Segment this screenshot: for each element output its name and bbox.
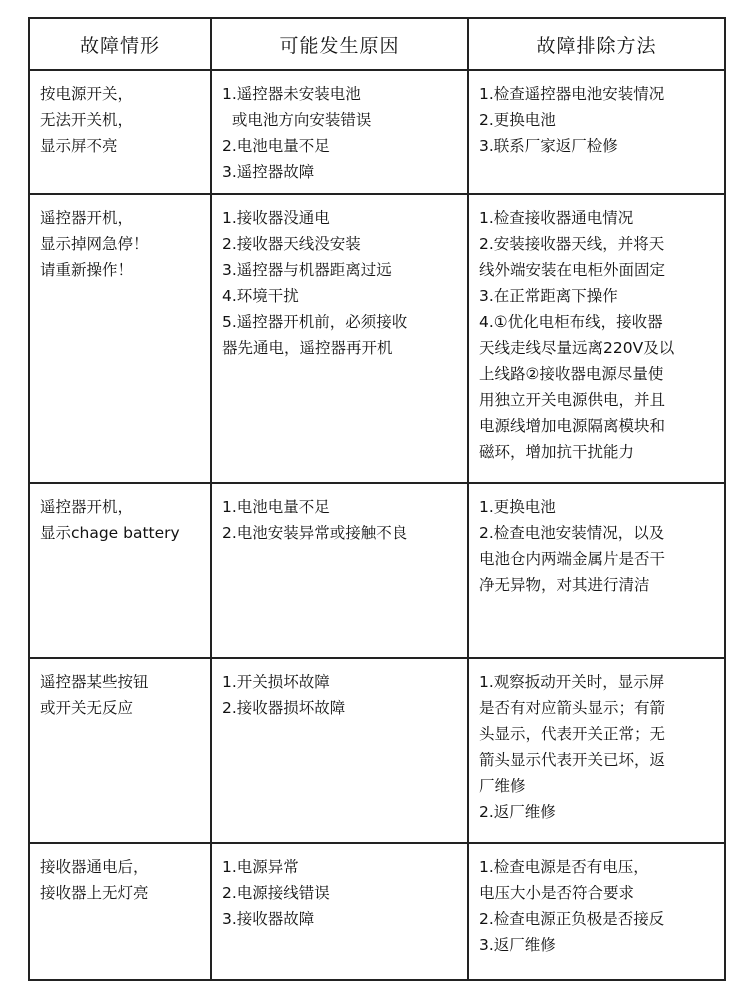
symptom-cell [29, 70, 211, 194]
symptom-cell [29, 658, 211, 843]
cell-line: 2.检查电池安装情况，以及 [479, 524, 665, 542]
cell-line: 1.电池电量不足 [222, 498, 330, 516]
cell-line: 4.①优化电柜布线，接收器 [479, 313, 663, 331]
cell-line: 2.安装接收器天线，并将天 [479, 235, 665, 253]
cell-line: 遥控器开机， [40, 498, 134, 516]
causes-cell [211, 843, 468, 980]
cell-line: 1.遥控器未安装电池 [222, 85, 361, 103]
cell-line: 用独立开关电源供电，并且 [479, 391, 666, 409]
cell-line: 2.电池电量不足 [222, 137, 330, 155]
cell-line: 或电池方向安装错误 [222, 111, 372, 129]
cell-line: 线外端安装在电柜外面固定 [479, 261, 666, 279]
cell-line: 显示chage battery [40, 524, 180, 542]
cell-line: 1.开关损坏故障 [222, 673, 330, 691]
cell-line: 电池仓内两端金属片是否干 [479, 550, 666, 568]
causes-cell [211, 70, 468, 194]
cell-line: 净无异物，对其进行清洁 [479, 576, 650, 594]
cell-line: 2.更换电池 [479, 111, 556, 129]
causes-cell [211, 658, 468, 843]
table-row [29, 658, 725, 843]
cell-line: 1.接收器没通电 [222, 209, 330, 227]
cell-line: 2.返厂维修 [479, 803, 556, 821]
cell-line: 显示屏不亮 [40, 137, 118, 155]
cell-line: 1.观察扳动开关时，显示屏 [479, 673, 665, 691]
header-row [29, 18, 725, 70]
causes-cell [211, 194, 468, 483]
cell-line: 厂维修 [479, 777, 526, 795]
header-causes: 可能发生原因 [211, 18, 468, 70]
symptom-cell [29, 483, 211, 658]
cell-line: 3.返厂维修 [479, 936, 556, 954]
cell-line: 请重新操作！ [40, 261, 134, 279]
solutions-cell [468, 483, 725, 658]
table-row [29, 843, 725, 980]
symptom-cell [29, 194, 211, 483]
header-solutions: 故障排除方法 [468, 18, 725, 70]
cell-line: 天线走线尽量远离220V及以 [479, 339, 675, 357]
cell-line: 3.遥控器与机器距离过远 [222, 261, 392, 279]
cell-line: 器先通电，遥控器再开机 [222, 339, 393, 357]
cell-line: 2.接收器天线没安装 [222, 235, 361, 253]
table-row [29, 483, 725, 658]
cell-line: 2.电池安装异常或接触不良 [222, 524, 408, 542]
solutions-cell [468, 843, 725, 980]
solutions-cell [468, 194, 725, 483]
cell-line: 1.电源异常 [222, 858, 299, 876]
cell-line: 电压大小是否符合要求 [479, 884, 635, 902]
header-symptom: 故障情形 [29, 18, 211, 70]
cell-line: 1.检查电源是否有电压， [479, 858, 649, 876]
cell-line: 2.检查电源正负极是否接反 [479, 910, 665, 928]
cell-line: 3.在正常距离下操作 [479, 287, 618, 305]
table-row [29, 70, 725, 194]
table-row [29, 194, 725, 483]
cell-line: 2.接收器损坏故障 [222, 699, 346, 717]
cell-line: 上线路②接收器电源尽量使 [479, 365, 664, 383]
solutions-cell [468, 70, 725, 194]
cell-line: 接收器通电后， [40, 858, 149, 876]
cell-line: 接收器上无灯亮 [40, 884, 149, 902]
cell-line: 遥控器某些按钮 [40, 673, 149, 691]
cell-line: 1.检查接收器通电情况 [479, 209, 634, 227]
cell-line: 头显示，代表开关正常；无 [479, 725, 666, 743]
cell-line: 按电源开关， [40, 85, 134, 103]
cell-line: 电源线增加电源隔离模块和 [479, 417, 666, 435]
symptom-cell [29, 843, 211, 980]
cell-line: 磁环，增加抗干扰能力 [479, 443, 635, 461]
cell-line: 1.检查遥控器电池安装情况 [479, 85, 665, 103]
causes-cell [211, 483, 468, 658]
cell-line: 4.环境干扰 [222, 287, 299, 305]
cell-line: 箭头显示代表开关已坏，返 [479, 751, 666, 769]
cell-line: 2.电源接线错误 [222, 884, 330, 902]
cell-line: 3.遥控器故障 [222, 163, 315, 181]
cell-line: 是否有对应箭头显示；有箭 [479, 699, 666, 717]
cell-line: 或开关无反应 [40, 699, 134, 717]
cell-line: 3.联系厂家返厂检修 [479, 137, 618, 155]
cell-line: 显示掉网急停！ [40, 235, 149, 253]
cell-line: 无法开关机， [40, 111, 134, 129]
troubleshooting-table [28, 17, 726, 981]
cell-line: 1.更换电池 [479, 498, 556, 516]
cell-line: 3.接收器故障 [222, 910, 315, 928]
cell-line: 5.遥控器开机前，必须接收 [222, 313, 408, 331]
solutions-cell [468, 658, 725, 843]
cell-line: 遥控器开机， [40, 209, 134, 227]
